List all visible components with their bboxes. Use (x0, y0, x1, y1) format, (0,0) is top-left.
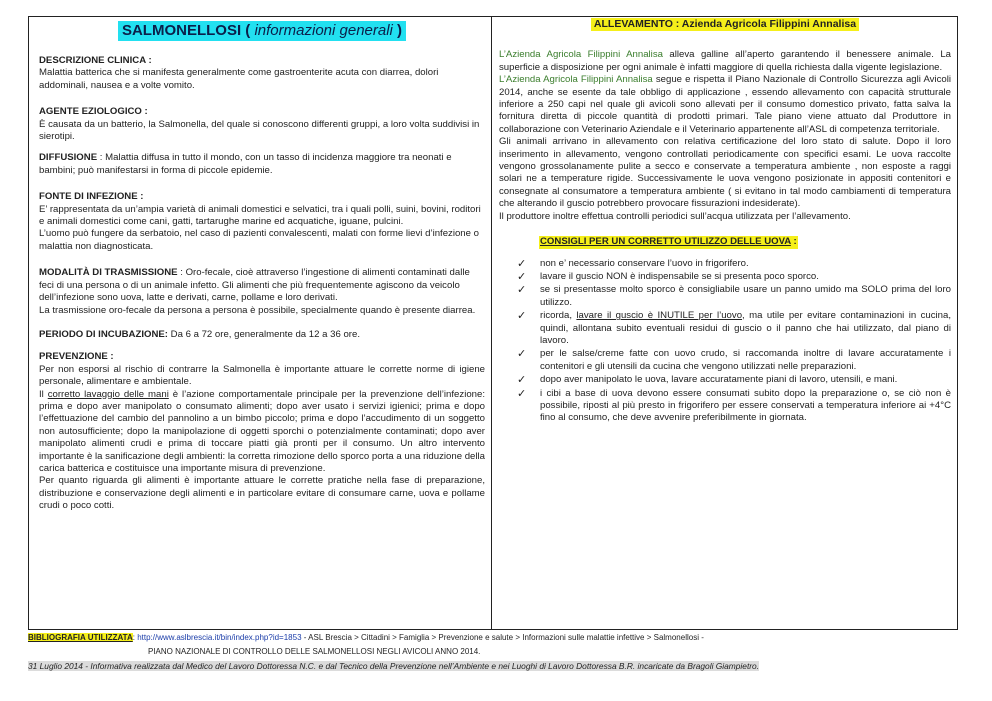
allevamento-p2: L’Azienda Agricola Filippini Annalisa segue e rispetta il Piano Nazionale di Controllo Sicurezza agli Avicoli 2014, anche se esente da tale obbligo di applicazione , essendo allevamento con capacità strutturale inferiore a 250 capi nel quale gli avicoli sono allevati per il consumo domestico privato, fatta salva la fornitura diretta di piccole quantità di prodotti primari. Tale piano viene attuato dal Produttore in collaborazione con Veterinario Aziendale e il Veterinario appartenente all’ASL di competenza territoriale. (499, 74, 951, 135)
right-column (499, 17, 951, 426)
checkmark-icon: ✓ (517, 348, 527, 361)
list-item: ✓ per le salse/creme fatte con uovo crudo, si raccomanda inoltre di lavare accuratamente i contenitori e gli utensili da cucina che vengono utilizzati nelle preparazioni. (517, 348, 951, 372)
prevenzione-text-1: Per non esporsi al rischio di contrarre la Salmonella è importante attuare le corrette norme di igiene personale, alimentare e ambientale. (39, 363, 485, 388)
section-diffusione (39, 152, 485, 177)
fonte-text-2: L’uomo può fungere da serbatoio, nel caso di pazienti convalescenti, malati con forme lievi d’infezione o malattia non diagnosticata. (39, 228, 479, 252)
section-fonte (39, 191, 485, 253)
list-item: ✓ se si presentasse molto sporco è consigliabile usare un panno umido ma SOLO prima del loro utilizzo. (517, 284, 951, 308)
checkmark-icon: ✓ (517, 374, 527, 387)
prevenzione-text-2: Il corretto lavaggio delle mani è l’azione comportamentale principale per la prevenzione dell’infezione: prima e dopo aver manipolato o consumato alimenti; dopo aver usato i servizi igienici; prima e dopo l’effettuazione del cambio del pannolino a un bimbo piccolo; prima e dopo l’accudimento di un soggetto non autosufficiente; dopo la manipolazione di oggetti sporchi o potenzialmente contaminati; dopo aver manipolato alimenti crudi e prima di toccare piatti già pronti per il consumo. Un altro intervento importante è la sanificazione degli ambienti: la corretta rimozione dello sporco porta a una riduzione della carica batterica e costituisce una importante misura di prevenzione. (39, 388, 485, 474)
list-item: ✓ lavare il guscio NON è indispensabile se si presenta poco sporco. (517, 270, 819, 283)
checkmark-icon: ✓ (517, 270, 527, 283)
fonte-text-1: E’ rappresentata da un’ampia varietà di animali domestici e selvatici, tra i quali polli, suini, bovini, roditori e animali domestici come cani, gatti, tartarughe marine ed acquatiche, iguane, pulcini. (39, 203, 481, 228)
allevamento-p3: Gli animali arrivano in allevamento con relativa certificazione del loro stato di salute. Dopo il loro inserimento in allevamento, vengono controllati periodicamente con specifici esami. Le uova raccolte vengono grossolanamente pulite a secco e conservate a temperatura ambiente , non esposte a raggi solari ne a temperature rigide. Successivamente le uova vengono posizionate in appositi contenitori e consegnate al consumatore a temperatura ambiente ( si evitano in tal modo cambiamenti di temperatura che alterando il guscio potrebbero provocare fissurazioni indesiderate). (499, 136, 951, 210)
bibliography-line-2: PIANO NAZIONALE DI CONTROLLO DELLE SALMONELLOSI NEGLI AVICOLI ANNO 2014. (148, 647, 481, 656)
column-divider (491, 17, 492, 629)
left-title: SALMONELLOSI ( informazioni generali ) (118, 21, 406, 41)
descrizione-heading: DESCRIZIONE CLINICA : (39, 55, 152, 66)
section-descrizione (39, 55, 485, 92)
right-title: ALLEVAMENTO : Azienda Agricola Filippini Annalisa (591, 18, 859, 31)
section-periodo (39, 329, 485, 341)
diffusione-text: DIFFUSIONE : Malattia diffusa in tutto il mondo, con un tasso di incidenza maggiore tra neonati e bambini; può manifestarsi in forma di piccole epidemie. (39, 152, 452, 176)
list-item: ✓ i cibi a base di uova devono essere consumati subito dopo la preparazione o, se ciò non è possibile, riposti al più presto in frigorifero per essere conservati a temperatura inferiore ai +4°C fino al consumo, che deve avvenire preferibilmente in giornata. (517, 387, 951, 424)
modalita-text-2: La trasmissione oro-fecale da persona a persona è possibile, specialmente quando è presente diarrea. (39, 304, 476, 316)
fonte-heading: FONTE DI INFEZIONE : (39, 191, 144, 203)
bibliography-link[interactable]: http://www.aslbrescia.it/bin/index.php?id=1853 (137, 633, 302, 642)
descrizione-text: Malattia batterica che si manifesta generalmente come gastroenterite acuta con diarrea, dolori addominali, nausea e a volte vomito. (39, 67, 439, 91)
checkmark-icon: ✓ (517, 257, 527, 270)
allevamento-text (499, 49, 951, 223)
periodo-text: PERIODO DI INCUBAZIONE: Da 6 a 72 ore, generalmente da 12 a 36 ore. (39, 328, 361, 340)
modalita-text-1: MODALITÀ DI TRASMISSIONE : Oro-fecale, cioè attraverso l’ingestione di alimenti contaminati dalle feci di una persona o di un animale infetto. Gli alimenti che più frequentemente agiscono da veicolo dell’infezione sono uova, latte e derivati, carne, pollame e loro derivati. (39, 267, 470, 304)
agente-text: È causata da un batterio, la Salmonella, del quale si conoscono differenti gruppi, a loro volta suddivisi in sierotipi. (39, 118, 480, 143)
bibliography-label: BIBLIOGRAFIA UTILIZZATA (28, 633, 133, 642)
prevenzione-text-3: Per quanto riguarda gli alimenti è importante attuare le corrette pratiche nella fase di preparazione, distribuzione e conservazione degli alimenti e in particolare evitare di consumare carne, uova e pollame crudi o poco cotti. (39, 475, 485, 512)
consigli-list (499, 258, 951, 425)
left-column (39, 17, 485, 522)
checkmark-icon: ✓ (517, 284, 527, 297)
authorship-note: 31 Luglio 2014 - Informativa realizzata dal Medico del Lavoro Dottoressa N.C. e dal Tecnico della Prevenzione nell’Ambiente e nei Luoghi di Lavoro Dottoressa B.R. incaricate da Bragoli Giampietro. (28, 661, 760, 671)
list-item: ✓ non e’ necessario conservare l’uovo in frigorifero. (517, 257, 749, 270)
section-agente (39, 106, 485, 143)
consigli-heading: CONSIGLI PER UN CORRETTO UTILIZZO DELLE UOVA : (540, 236, 797, 248)
allevamento-p4: Il produttore inoltre effettua controlli periodici sull’acqua utilizzata per l’allevamento. (499, 210, 851, 222)
checkmark-icon: ✓ (517, 310, 527, 323)
agente-heading: AGENTE EZIOLOGICO : (39, 106, 148, 118)
section-prevenzione (39, 351, 485, 512)
checkmark-icon: ✓ (517, 387, 527, 400)
left-title-wrap (39, 21, 485, 41)
list-item: ✓ ricorda, lavare il guscio è INUTILE per l’uovo, ma utile per evitare contaminazioni in cucina, quindi, allontana subito eventuali residui di guscio o il panno che hai utilizzato, dal piano di lavoro. (517, 310, 951, 346)
section-modalita (39, 267, 485, 317)
consigli-heading-wrap (539, 236, 951, 248)
allevamento-p1: L’Azienda Agricola Filippini Annalisa alleva galline all’aperto garantendo il benessere animale. La superficie a disposizione per ogni animale è infatti maggiore di quella richiesta dalla vigente legislazione. (499, 49, 951, 73)
bibliography-line: BIBLIOGRAFIA UTILIZZATA: http://www.aslbrescia.it/bin/index.php?id=1853 - ASL Brescia > Cittadini > Famiglia > Prevenzione e salute > Informazioni sulle malattie infettive > Salmonellosi - (28, 633, 704, 642)
right-title-wrap (499, 18, 951, 31)
document-frame (28, 16, 958, 630)
list-item: ✓ dopo aver manipolato le uova, lavare accuratamente piani di lavoro, utensili, e mani. (517, 374, 898, 387)
prevenzione-heading: PREVENZIONE : (39, 351, 114, 363)
